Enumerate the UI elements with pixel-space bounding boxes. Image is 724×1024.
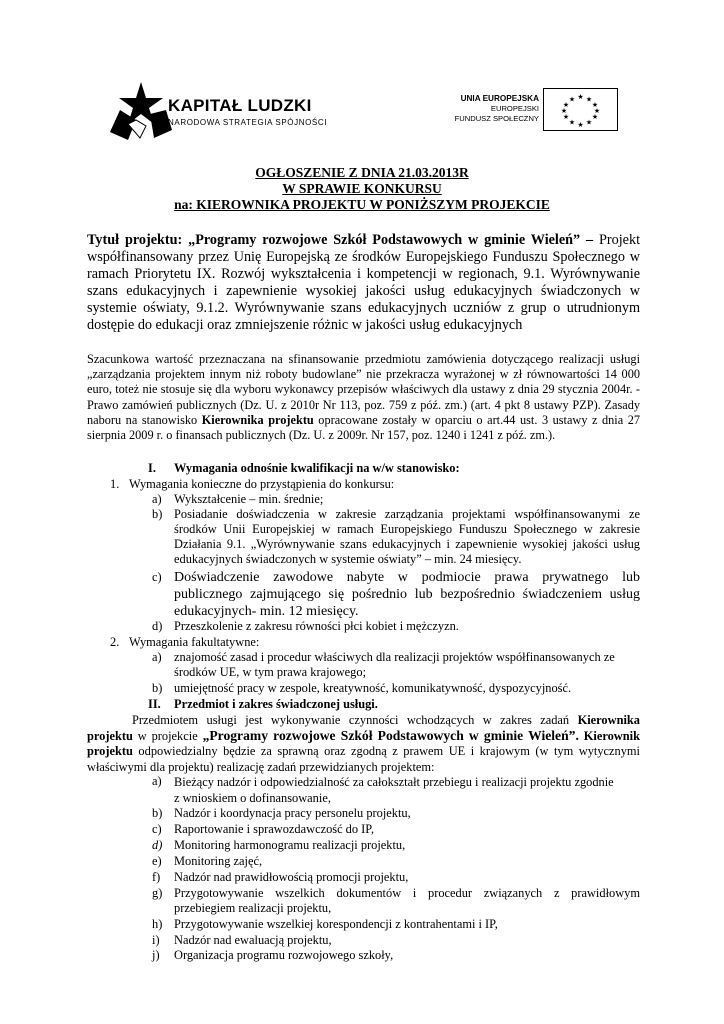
- task-label: h): [152, 917, 163, 931]
- eu-flag-icon: [543, 88, 618, 131]
- section1-number: I.: [148, 461, 156, 475]
- task-item: Monitoring zajęć,: [174, 854, 263, 868]
- required-item: Przeszkolenie z zakresu równości płci kobiet i mężczyzn.: [174, 619, 459, 633]
- task-item: Organizacja programu rozwojowego szkoły,: [174, 948, 394, 962]
- svg-text:★: ★: [593, 107, 601, 115]
- task-label: a): [152, 774, 162, 788]
- section2-heading: Przedmiot i zakres świadczonej usługi.: [174, 697, 378, 711]
- section2-number: II.: [148, 697, 161, 711]
- task-label: d): [152, 838, 163, 852]
- task-item: Nadzór i koordynacja pracy personelu projektu,: [174, 806, 411, 820]
- project-title-label: Tytuł projektu: „Programy rozwojowe Szkół Podstawowych w gminie Wieleń” –: [87, 232, 594, 248]
- intro-f: odpowiedzialny będzie za sprawną oraz zgodną z prawem UE i krajowym (w tym wytycznymi właściwymi dla projektu) realizację zadań przewidzianych projektem:: [87, 744, 640, 774]
- task-item: Bieżący nadzór i odpowiedzialność za całokształt przebiegu i realizacji projektu zgodnie z wnioskiem o dofinansowanie,: [174, 775, 614, 805]
- estimate-paragraph: [87, 352, 640, 443]
- task-label: i): [152, 933, 160, 947]
- optional-item: umiejętność pracy w zespole, kreatywność, komunikatywność, dyspozycyjność.: [174, 681, 572, 695]
- task-label: j): [152, 948, 160, 962]
- svg-text:★: ★: [585, 95, 593, 104]
- title-line1: OGŁOSZENIE Z DNIA 21.03.2013R: [255, 165, 469, 180]
- intro-c: w projekcie: [137, 729, 198, 744]
- svg-text:★: ★: [562, 101, 570, 109]
- kl-subtitle: NARODOWA STRATEGIA SPÓJNOŚCI: [168, 118, 328, 127]
- optional-title: Wymagania fakultatywne:: [129, 635, 260, 649]
- task-label: g): [152, 886, 163, 900]
- svg-text:★: ★: [577, 121, 584, 129]
- required-label: d): [152, 619, 163, 633]
- required-item: Doświadczenie zawodowe nabyte w podmiocie prawa prywatnego lub publicznego zajmującego się pośrednio lub bezpośrednio świadczeniem usług edukacyjnych- min. 12 miesięcy.: [174, 570, 640, 619]
- svg-text:★: ★: [568, 118, 576, 127]
- task-label: c): [152, 822, 162, 836]
- estimate-text: Szacunkowa wartość przeznaczana na sfinansowanie przedmiotu zamówienia dotyczącego realizacji usługi „zarządzania projektem innym niż roboty budowlane” nie przekracza wyrażonej w zł równowartości 14 000 euro, toteż nie stosuje się dla wyboru wykonawcy przepisów właściwych dla ustawy z dnia 29 stycznia 2004r. - Prawo zamówień publicznych (Dz. U. z 2010r Nr 113, poz. 759 z póź. zm.) (art. 4 pkt 8 ustawy PZP). Zasady naboru na stanowisko: [87, 352, 640, 427]
- task-label: b): [152, 806, 163, 820]
- required-number: 1.: [110, 477, 120, 491]
- required-item: Posiadanie doświadczenia w zakresie zarządzania projektami współfinansowanymi ze środków Unii Europejskiej w ramach Europejskiego Funduszu Społecznego w zakresie Działania 9.1. „Wyrównywanie szans edukacyjnych i zapewnienie wysokiej jakości usług edukacyjnych świadczonych w systemie oświaty” – min. 24 miesięcy.: [174, 507, 640, 566]
- title-line2: W SPRAWIE KONKURSU: [282, 181, 442, 196]
- intro-role: Kierownika projektu: [87, 713, 640, 744]
- title-line3: na: KIEROWNIKA PROJEKTU W PONIŻSZYM PROJEKCIE: [174, 197, 550, 212]
- intro-project-name: „Programy rozwojowe Szkół Podstawowych w gminie Wieleń”.: [202, 728, 579, 744]
- required-item: Wykształcenie – min. średnie;: [174, 492, 324, 506]
- estimate-end: opracowane zostały w oparciu o art.44 ust. 3 ustawy z dnia 27 sierpnia 2009 r. o finansach publicznych (Dz. U. z 2009r. Nr 157, poz. 1240 i 1241 z póź. zm.).: [87, 412, 640, 443]
- intro-a: Przedmiotem usługi jest wykonywanie czynności wchodzących w zakres zadań: [132, 713, 570, 727]
- task-item: Monitoring harmonogramu realizacji projektu,: [174, 838, 406, 852]
- task-label: f): [152, 870, 161, 884]
- svg-text:★: ★: [585, 118, 593, 127]
- ue-line1: UNIA EUROPEJSKA: [460, 94, 539, 103]
- ue-line2: EUROPEJSKI: [490, 104, 539, 113]
- required-label: a): [152, 492, 162, 506]
- required-title: Wymagania konieczne do przystąpienia do konkursu:: [129, 477, 395, 491]
- task-item: Przygotowywanie wszelkiej korespondencji z kontrahentami i IP,: [174, 917, 498, 931]
- intro-role2: Kierownik projektu: [87, 729, 640, 759]
- svg-text:★: ★: [562, 113, 570, 121]
- kapital-ludzki-logo-icon: [106, 80, 176, 142]
- optional-label: b): [152, 681, 163, 695]
- task-item: Raportowanie i sprawozdawczość do IP,: [174, 822, 374, 836]
- svg-text:★: ★: [568, 95, 576, 104]
- project-paragraph: [87, 232, 640, 334]
- svg-text:★: ★: [577, 93, 584, 101]
- header: [0, 0, 724, 150]
- section1-heading: Wymagania odnośnie kwalifikacji na w/w stanowisko:: [174, 461, 460, 475]
- svg-text:★: ★: [560, 107, 568, 115]
- ue-line3: FUNDUSZ SPOŁECZNY: [454, 114, 539, 123]
- optional-number: 2.: [110, 635, 120, 649]
- section2-intro: [87, 713, 640, 775]
- required-label: c): [152, 570, 162, 584]
- task-item: Przygotowywanie wszelkich dokumentów i procedur związanych z prawidłowym przebiegiem realizacji projektu,: [174, 886, 640, 915]
- project-description: Projekt współfinansowany przez Unię Europejską ze środków Europejskiego Funduszu Społecznego w ramach Priorytetu IX. Rozwój wykształcenia i kompetencji w regionach, 9.1. Wyrównywanie szans edukacyjnych i zapewnienie wysokiej jakości usług edukacyjnych świadczonych w systemie oświaty, 9.1.2. Wyrównywanie szans edukacyjnych uczniów z grup o utrudnionym dostępie do edukacji oraz zmniejszenie różnic w jakości usług edukacyjnych: [87, 232, 641, 333]
- required-label: b): [152, 507, 163, 521]
- task-item: Nadzór nad prawidłowością promocji projektu,: [174, 870, 409, 884]
- optional-item: znajomość zasad i procedur właściwych dla realizacji projektów współfinansowanych ze środków UE, w tym prawa krajowego;: [174, 650, 615, 679]
- estimate-bold-role: Kierownika projektu: [201, 412, 314, 427]
- optional-label: a): [152, 650, 162, 664]
- svg-text:★: ★: [591, 101, 599, 109]
- kl-title: KAPITAŁ LUDZKI: [168, 96, 312, 115]
- svg-text:★: ★: [591, 113, 599, 121]
- task-item: Nadzór nad ewaluacją projektu,: [174, 933, 332, 947]
- task-label: e): [152, 854, 162, 868]
- ue-text: [455, 94, 539, 124]
